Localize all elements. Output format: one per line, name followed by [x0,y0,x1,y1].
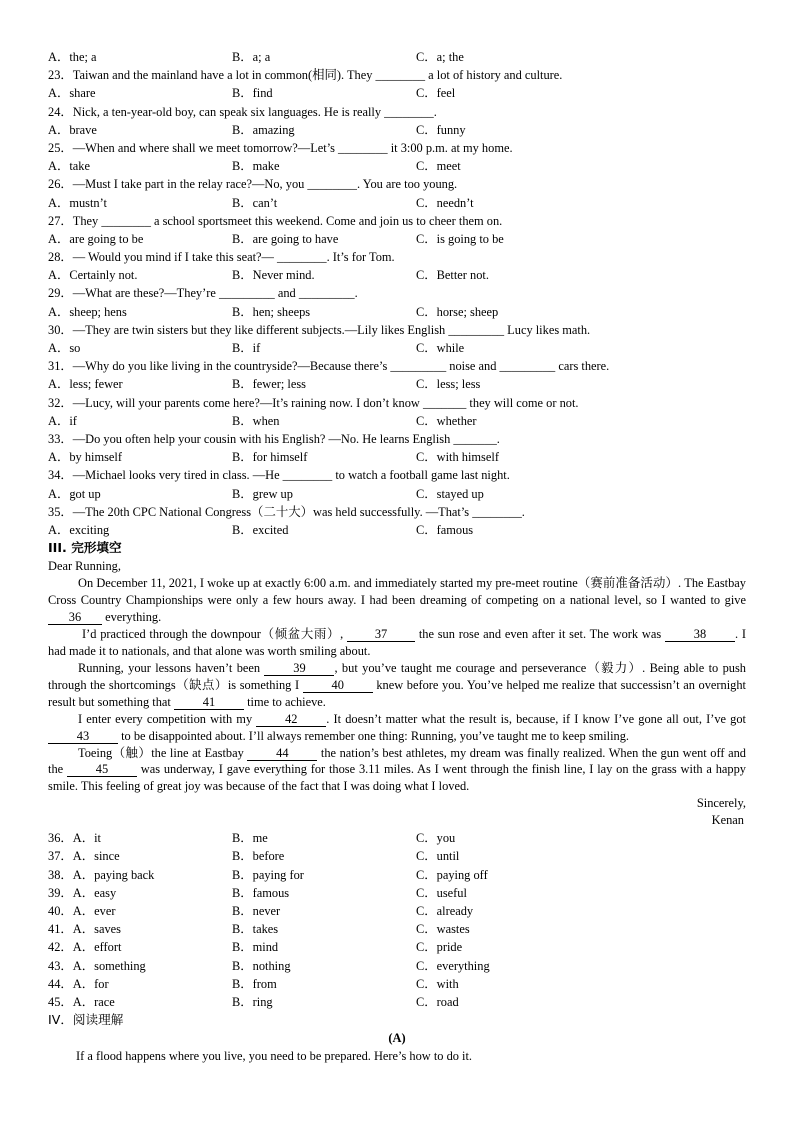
question-stem: 34．—Michael looks very tired in class. —He ________ to watch a football game last night. [48,468,510,483]
option-a: A．the; a [48,50,97,64]
option-row [48,902,746,920]
blank-42: 42 [256,712,326,727]
option-b: B．from [232,976,277,991]
paragraph-text: I enter every competition with my [78,711,253,726]
question-stem: 33．—Do you often help your cousin with his English? —No. He learns English _______. [48,431,500,446]
option-row [48,884,746,902]
option-row [48,339,746,357]
option-c: C．with himself [416,450,499,465]
option-c: C．horse; sheep [416,304,499,319]
option-c: C．until [416,849,460,864]
letter-paragraph-5 [48,745,746,796]
option-a: 44．A．for [48,976,109,991]
option-row [48,412,746,430]
option-b: B．make [232,159,280,174]
option-row [48,485,746,503]
option-a: A．brave [48,122,97,137]
option-row [48,993,746,1011]
question-stem: 30．—They are twin sisters but they like different subjects.—Lily likes English _________ Lucy likes math. [48,322,591,337]
option-a: 43．A．something [48,958,146,973]
option-row [48,938,746,956]
letter-signature: Kenan [711,813,744,828]
option-b: B．if [232,341,261,355]
option-b: B．famous [232,885,290,900]
option-a: A．less; fewer [48,377,123,392]
option-a: 36．A．it [48,831,102,846]
option-row [48,48,746,66]
option-c: C．a; the [416,50,464,64]
question-stem: 23．Taiwan and the mainland have a lot in common(相同). They ________ a lot of history and culture. [48,68,563,83]
option-b: B．ring [232,994,273,1009]
option-a: A．by himself [48,450,122,465]
option-c: C．road [416,994,459,1009]
option-c: C．needn’t [416,195,474,210]
blank-36: 36 [48,610,102,625]
option-c: C．useful [416,885,467,900]
option-c: C．paying off [416,867,488,882]
paragraph-text: was underway, I gave everything for those 3.11 miles. As I went through the finish line, I lay on the grass with a happy smile. This feeling of great joy was because of the fact that I was doing what I loved. [48,762,746,794]
paragraph-text: . It doesn’t matter what the result is, because, if I know I’ve gone all out, I’ve got [326,711,746,726]
blank-37: 37 [347,627,415,642]
option-row [48,448,746,466]
option-row [48,957,746,975]
option-b: B．excited [232,522,289,537]
option-a: A．share [48,86,96,101]
paragraph-text: everything. [105,610,162,625]
option-c: C．famous [416,522,474,537]
paragraph-text: the nation’s best athletes, my dream was finally realized. When the gun went off and the [48,745,746,777]
option-a: A．if [48,413,77,428]
question-stem: 28．— Would you mind if I take this seat?— ________. It’s for Tom. [48,250,395,265]
option-b: B．can’t [232,195,278,210]
option-b: B．a; a [232,50,271,64]
option-c: C．while [416,341,465,355]
blank-39: 39 [264,661,334,676]
letter-paragraph-2 [48,626,746,660]
option-a: A．are going to be [48,231,144,246]
option-a: A．sheep; hens [48,304,127,319]
option-c: C．pride [416,940,463,955]
cloze-options-list [48,829,746,1011]
question-stem: 26．—Must I take part in the relay race?—No, you ________. You are too young. [48,177,458,192]
option-b: B．me [232,831,268,846]
question-stem: 25．—When and where shall we meet tomorrow?—Let’s ________ it 3:00 p.m. at my home. [48,140,513,155]
option-b: B．grew up [232,486,293,501]
letter-greeting: Dear Running, [48,559,121,574]
option-row [48,375,746,393]
option-a: A．Certainly not. [48,268,138,283]
option-row [48,866,746,884]
paragraph-text: knew before you. You’ve helped me realize that successisn’t an overnight result but something that [48,677,746,709]
blank-45: 45 [67,762,137,777]
option-b: B．mind [232,940,279,955]
option-b: B．hen; sheeps [232,304,311,319]
question-stem: 27．They ________ a school sportsmeet this weekend. Come and join us to cheer them on. [48,213,503,228]
option-b: B．before [232,849,285,864]
option-a: A．mustn’t [48,195,107,210]
letter-paragraph-4 [48,711,746,745]
blank-44: 44 [247,746,317,761]
option-row [48,920,746,938]
option-b: B．nothing [232,958,291,973]
blank-43: 43 [48,729,118,744]
option-a: A．exciting [48,522,110,537]
option-a: 38．A．paying back [48,867,155,882]
question-stem: 32．—Lucy, will your parents come here?—It’s raining now. I don’t know _______ they will come or not. [48,395,579,410]
exam-page [48,48,746,1065]
option-b: B．when [232,413,280,428]
paragraph-text: On December 11, 2021, I woke up at exactly 6:00 a.m. and immediately started my pre-meet routine（赛前准备活动）. The Eastbay Cross Country Championships were only a few hours away. I had been dreaming of competing on a national level, so I wanted to give [48,576,746,608]
option-c: C．already [416,903,474,918]
option-c: C．less; less [416,377,481,392]
paragraph-text: , but you’ve taught me courage and perseverance（毅力）. Being able to push through the shortcomings（缺点）is something I [48,660,746,692]
option-row [48,829,746,847]
option-b: B．takes [232,922,279,937]
option-c: C．funny [416,122,466,137]
paragraph-text: time to achieve. [247,694,326,709]
option-b: B．fewer; less [232,377,306,392]
option-b: B．find [232,86,273,101]
letter-paragraph-1 [48,575,746,626]
option-row [48,847,746,865]
passage-label: (A) [388,1031,406,1046]
cloze-letter [48,557,746,829]
question-stem: 24．Nick, a ten-year-old boy, can speak six languages. He is really ________. [48,104,437,119]
multiple-choice-list [48,66,746,539]
option-a: A．so [48,341,81,355]
letter-paragraph-3 [48,660,746,711]
paragraph-text: I’d practiced through the downpour（倾盆大雨）, [82,627,344,642]
option-a: 42．A．effort [48,940,122,955]
option-row [48,230,746,248]
option-a: 37．A．since [48,849,120,864]
blank-38: 38 [665,627,735,642]
option-c: C．stayed up [416,486,484,501]
paragraph-text: the sun rose and even after it set. The work was [418,627,662,642]
option-a: A．got up [48,486,101,501]
option-a: A．take [48,159,90,174]
question-stem: 29．—What are these?—They’re _________ and _________. [48,286,358,301]
option-c: C．everything [416,958,490,973]
option-row [48,84,746,102]
paragraph-text: Running, your lessons haven’t been [78,660,261,675]
option-row [48,121,746,139]
option-row [48,521,746,539]
passage-first-line: If a flood happens where you live, you need to be prepared. Here’s how to do it. [76,1049,473,1064]
option-row [48,266,746,284]
option-c: C．you [416,831,456,846]
blank-40: 40 [303,678,373,693]
option-b: B．for himself [232,450,308,465]
option-a: 41．A．saves [48,922,121,937]
option-c: C．meet [416,159,461,174]
option-row [48,975,746,993]
section-title-cloze: III. 完形填空 [48,540,122,556]
option-c: C．with [416,976,459,991]
question-stem: 35．—The 20th CPC National Congress（二十大）was held successfully. —That’s ________. [48,504,525,519]
option-a: 39．A．easy [48,885,117,900]
option-row [48,303,746,321]
option-b: B．are going to have [232,231,339,246]
letter-closing: Sincerely, [696,796,746,811]
option-a: 40．A．ever [48,903,116,918]
option-b: B．paying for [232,867,304,882]
blank-41: 41 [174,695,244,710]
section-title-reading: IV．阅读理解 [48,1012,124,1028]
question-stem: 31．—Why do you like living in the countryside?—Because there’s _________ noise and _________ cars there. [48,359,610,374]
paragraph-text: . I had made it to nationals, and that alone was worth smiling about. [48,627,746,659]
option-c: C．whether [416,413,477,428]
option-a: 45．A．race [48,994,115,1009]
option-c: C．wastes [416,922,470,937]
option-b: B．amazing [232,122,295,137]
paragraph-text: to be disappointed about. I’ll always remember one thing: Running, you’ve taught me to keep smiling. [121,728,630,743]
option-c: C．feel [416,86,456,101]
option-c: C．Better not. [416,268,489,283]
option-b: B．Never mind. [232,268,315,283]
option-c: C．is going to be [416,231,504,246]
option-row [48,194,746,212]
option-row [48,157,746,175]
paragraph-text: Toeing（触）the line at Eastbay [78,745,244,760]
option-b: B．never [232,903,281,918]
